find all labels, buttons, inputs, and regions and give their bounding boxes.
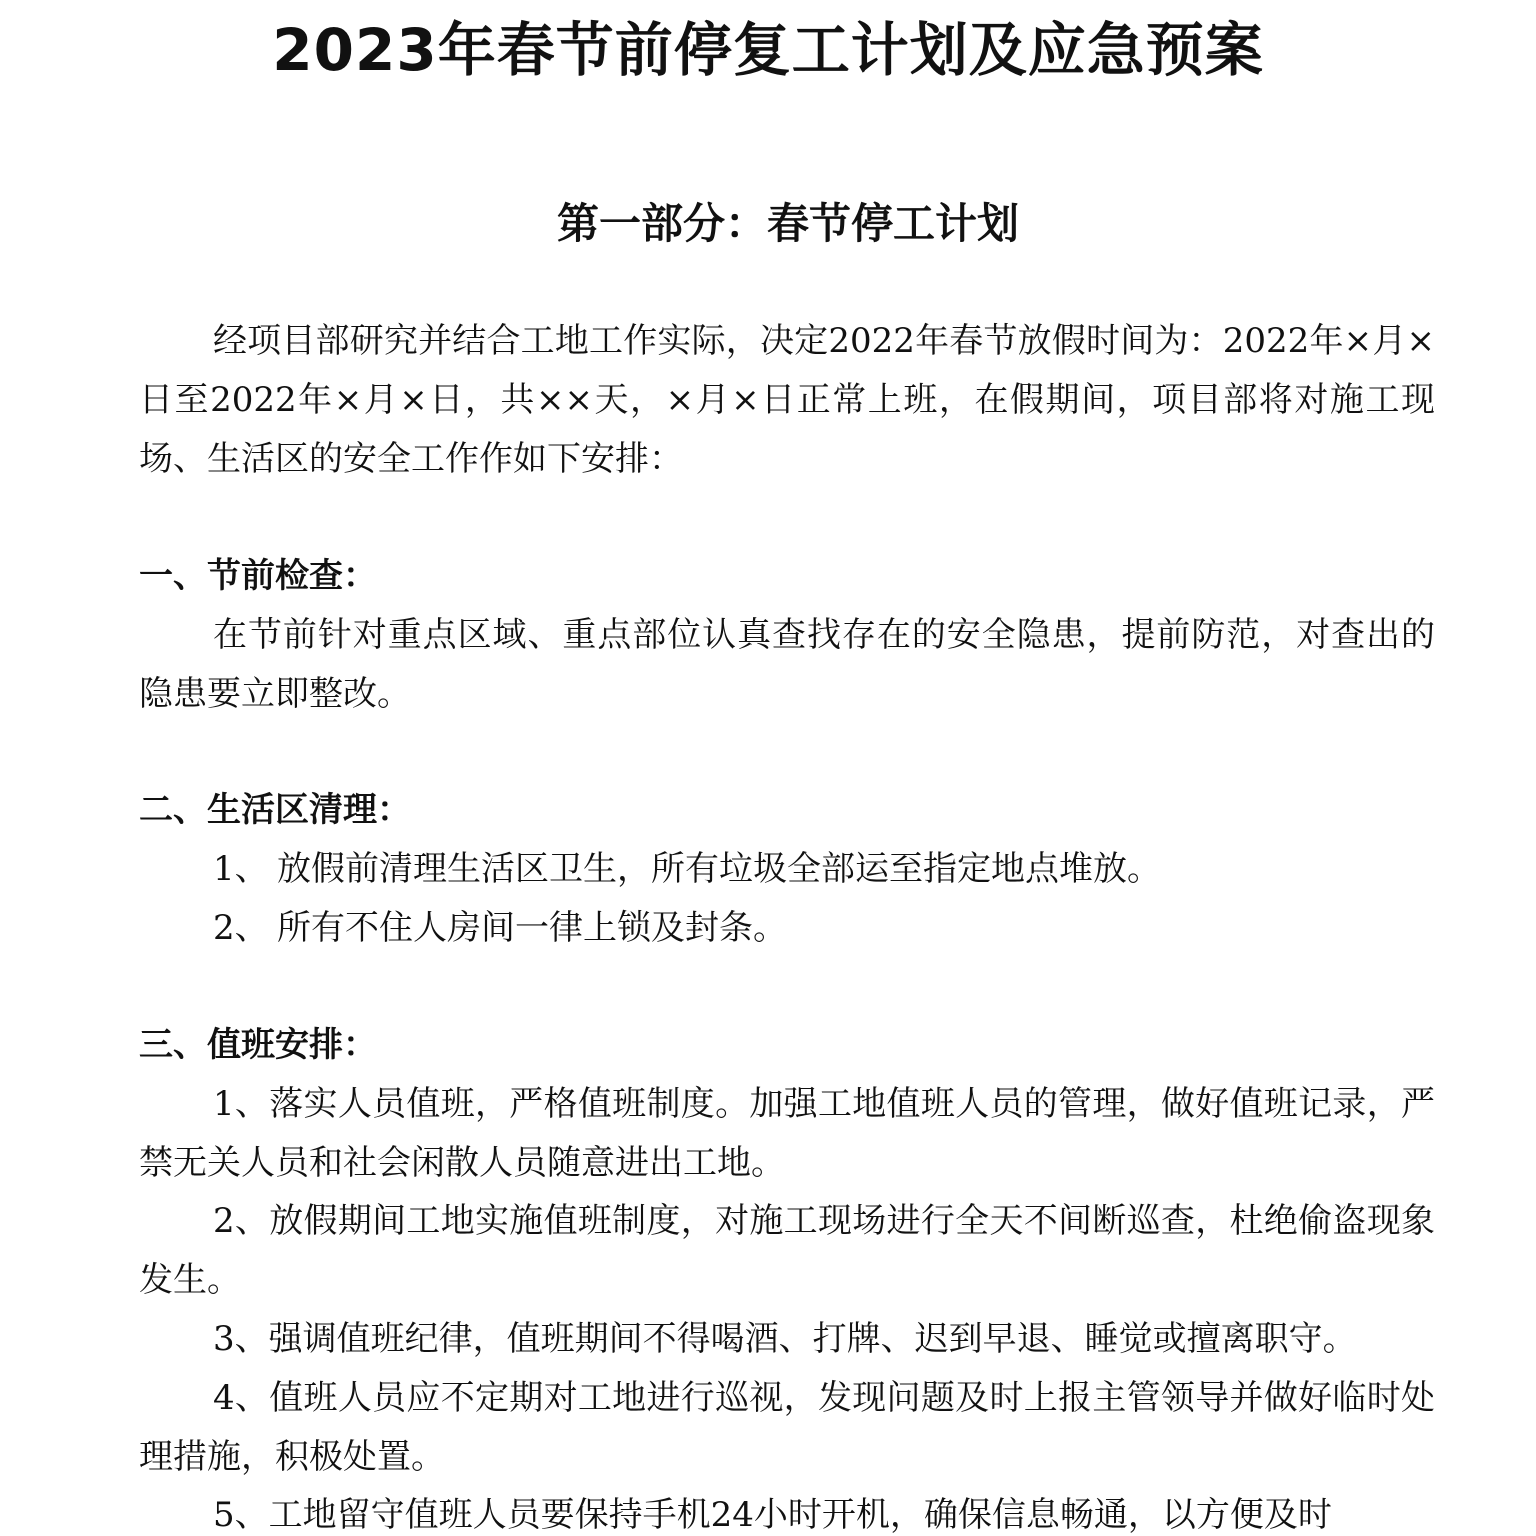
section3-paragraph: 1、落实人员值班，严格值班制度。加强工地值班人员的管理，做好值班记录，严禁无关人员和社会闲散人员随意进出工地。 bbox=[139, 1084, 1435, 1183]
section3-paragraph: 5、工地留守值班人员要保持手机24小时开机，确保信息畅通，以方便及时 bbox=[213, 1495, 1332, 1535]
list-item-text: 所有不住人房间一律上锁及封条。 bbox=[277, 908, 787, 948]
document-title: 2023年春节前停复工计划及应急预案 bbox=[272, 16, 1264, 84]
section2-list-item bbox=[213, 899, 1435, 958]
section2-list-item bbox=[213, 840, 1435, 899]
section1-heading: 一、节前检查： bbox=[139, 556, 377, 596]
section1-body: 在节前针对重点区域、重点部位认真查找存在的安全隐患，提前防范，对查出的隐患要立即整改。 bbox=[139, 615, 1435, 714]
part-title: 第一部分：春节停工计划 bbox=[556, 199, 1019, 248]
section2-heading: 二、生活区清理： bbox=[139, 790, 411, 830]
section3-paragraph: 2、放假期间工地实施值班制度，对施工现场进行全天不间断巡查，杜绝偷盗现象发生。 bbox=[139, 1201, 1435, 1300]
list-item-number: 1、 bbox=[213, 849, 269, 889]
section3-heading: 三、值班安排： bbox=[139, 1025, 377, 1065]
section3-paragraph: 4、值班人员应不定期对工地进行巡视，发现问题及时上报主管领导并做好临时处理措施，积极处置。 bbox=[139, 1378, 1435, 1477]
list-item-number: 2、 bbox=[213, 908, 269, 948]
intro-paragraph: 经项目部研究并结合工地工作实际，决定2022年春节放假时间为：2022年×月×日至2022年×月×日，共××天，×月×日正常上班，在假期间，项目部将对施工现场、生活区的安全工作作如下安排： bbox=[139, 321, 1435, 479]
section3-paragraph: 3、强调值班纪律，值班期间不得喝酒、打牌、迟到早退、睡觉或擅离职守。 bbox=[213, 1319, 1357, 1359]
list-item-text: 放假前清理生活区卫生，所有垃圾全部运至指定地点堆放。 bbox=[277, 849, 1161, 889]
